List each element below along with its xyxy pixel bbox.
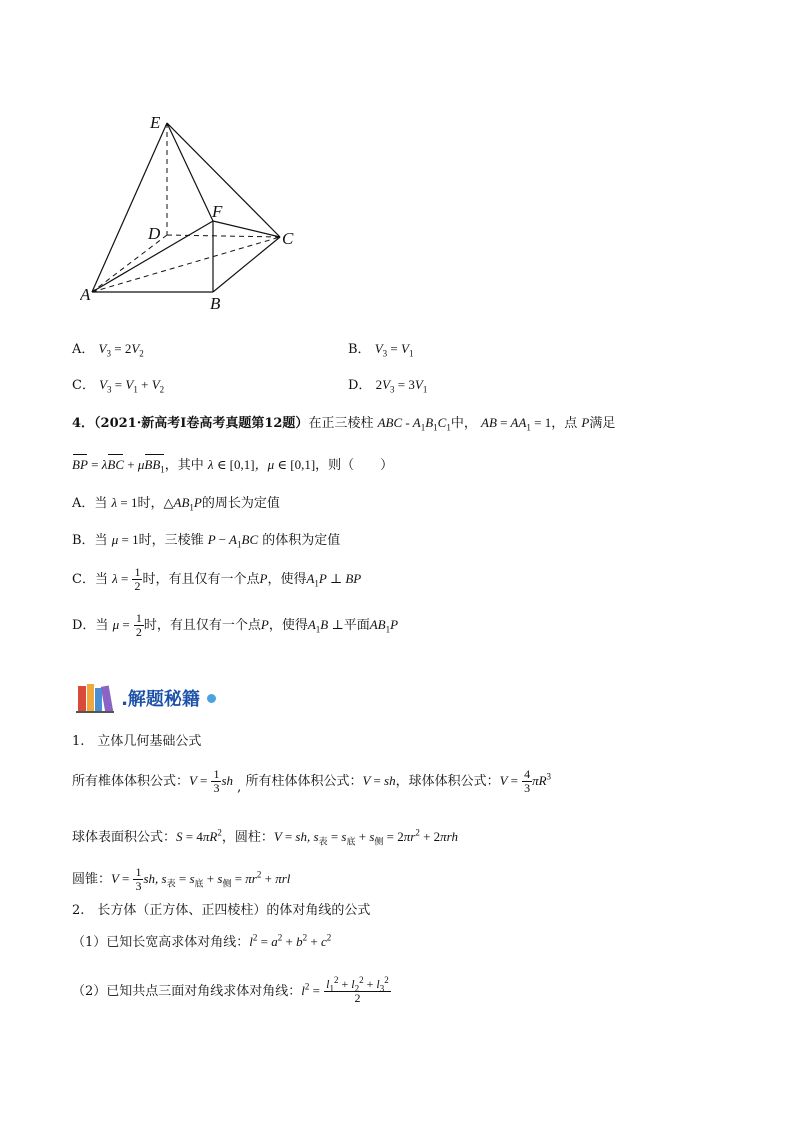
q4-option-a: A．当 λ = 1时，$\triangle AB_1P$的周长为定值 bbox=[72, 495, 280, 513]
q3-option-d: D． $2V_3 = 3V_1$ bbox=[348, 377, 428, 395]
tips-volume-line: 所有椎体体积公式：V = $\frac{1}{3}$ sh , 所有柱体体积公式：V = sh，球体体积公式：V = $\frac{4}{3}$ $\pi R^3$ bbox=[72, 767, 552, 795]
q3-option-b: B． $V_3 = V_1$ bbox=[348, 341, 414, 359]
label-F: F bbox=[212, 202, 223, 221]
edge-EC bbox=[167, 123, 280, 237]
tips-item2-2: （2）已知共点三面对角线求体对角线：$l^2$ = $\frac{l_1^2 + l_2^2 + l_3^2}{2}$ bbox=[72, 975, 389, 1005]
pyramid-prism-figure bbox=[80, 108, 320, 318]
label-B: B bbox=[210, 294, 221, 313]
q4-stem-line1: 4．（2021·新高考Ⅰ卷高考真题第12题）在正三棱柱 ABC - $A_1B_1C_1$中， AB = $AA_1 = 1$，点 P满足 bbox=[72, 415, 616, 433]
tips-title: .解题秘籍 bbox=[121, 689, 200, 710]
q4-option-d: D．当 μ = $\frac{1}{2}$ 时，有且仅有一个点P，使得$A_1B$ ⊥平面$AB_1P$ bbox=[72, 611, 399, 639]
tips-item1-title: 1. 立体几何基础公式 bbox=[72, 734, 202, 749]
edge-EF bbox=[167, 123, 213, 221]
edge-DC-hidden bbox=[167, 235, 280, 237]
tips-sphere-area-line: 球体表面积公式：$S = 4\pi R^2$，圆柱：V = sh, $s_表 = s_底 + s_侧 = 2\pi r^2 + 2\pi rh$ bbox=[72, 827, 459, 847]
label-D: D bbox=[148, 224, 161, 243]
q4-source: （2021·新高考Ⅰ卷高考真题第12题） bbox=[94, 416, 309, 431]
tips-item2-title: 2. 长方体（正方体、正四棱柱）的体对角线的公式 bbox=[72, 903, 371, 918]
edge-DA-hidden bbox=[92, 235, 167, 292]
q4-option-b: B．当 μ = 1时，三棱锥 $P - A_1BC$ 的体积为定值 bbox=[72, 532, 341, 550]
dot-icon bbox=[207, 694, 216, 703]
tips-cone-line: 圆锥：V = $\frac{1}{3}$ sh, $s_表 = s_底 + s_侧 = \pi r^2 + \pi rl$ bbox=[72, 865, 291, 893]
q4-stem-line2: BP = λBC + μBB$_1$，其中 λ ∈ [0,1]，μ ∈ [0,1]，则（ ） bbox=[72, 457, 394, 475]
edge-BC bbox=[213, 237, 280, 292]
q3-option-a: A． $V_3 = 2V_2$ bbox=[72, 341, 144, 359]
label-A: A bbox=[80, 285, 91, 304]
edge-EA bbox=[92, 123, 167, 292]
edge-AC-hidden bbox=[92, 237, 280, 292]
q3-option-c: C． $V_3 = V_1 + V_2$ bbox=[72, 377, 165, 395]
books-icon bbox=[76, 682, 116, 714]
label-C: C bbox=[282, 229, 294, 248]
edge-FC bbox=[213, 221, 280, 237]
tips-item2-1: （1）已知长宽高求体对角线：$l^2 = a^2 + b^2 + c^2$ bbox=[72, 932, 332, 950]
tips-header bbox=[76, 682, 216, 714]
label-E: E bbox=[150, 113, 161, 132]
q4-option-c: C．当 λ = $\frac{1}{2}$ 时，有且仅有一个点P，使得$A_1P$ ⊥ BP bbox=[72, 565, 362, 593]
